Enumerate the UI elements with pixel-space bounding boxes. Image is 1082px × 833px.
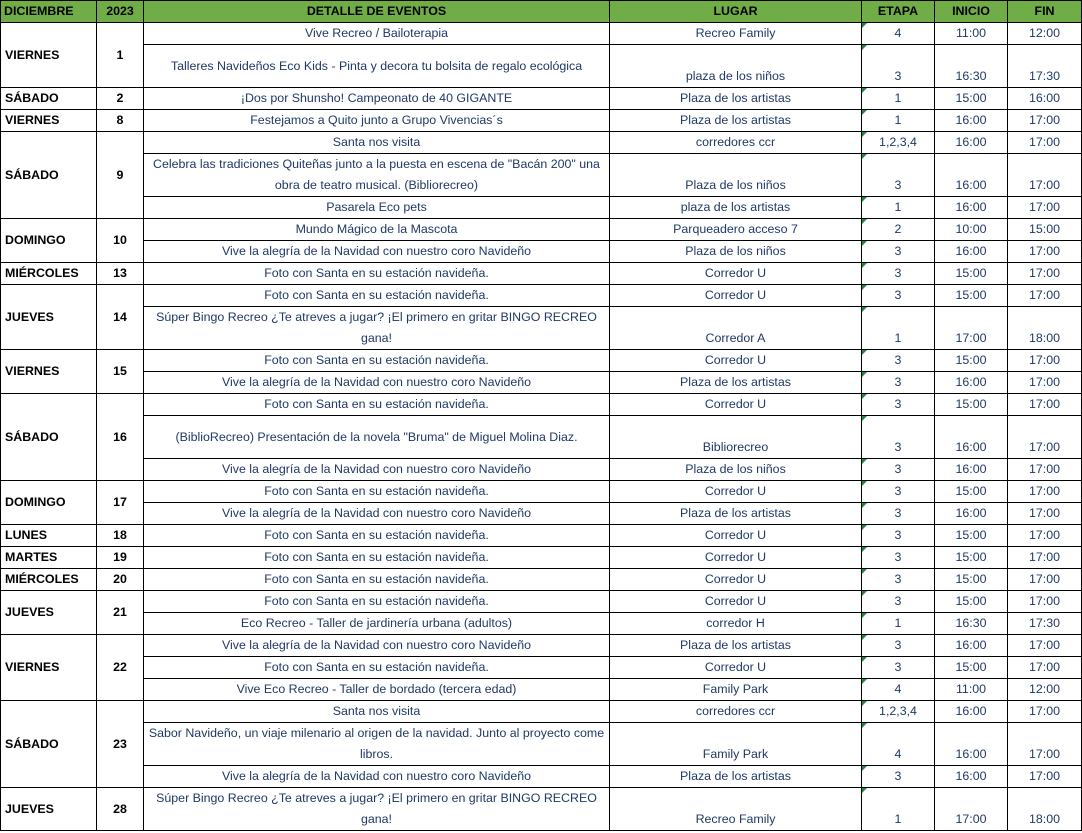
- table-row: [1, 263, 1082, 285]
- event-detail-cell: Celebra las tradiciones Quiteñas junto a la puesta en escena de "Bacán 200" una obra de teatro musical. (Bibliorecreo): [144, 154, 610, 197]
- event-start-cell: 15:00: [935, 263, 1008, 285]
- event-stage-cell: 3: [862, 372, 935, 394]
- event-place-cell: corredor H: [610, 613, 862, 635]
- day-name-cell: VIERNES: [1, 110, 97, 132]
- event-end-cell: 17:00: [1008, 723, 1082, 766]
- event-detail-cell: Eco Recreo - Taller de jardinería urbana (adultos): [144, 613, 610, 635]
- event-stage-cell: 3: [862, 45, 935, 88]
- event-end-cell: 17:00: [1008, 635, 1082, 657]
- event-place-cell: Corredor U: [610, 547, 862, 569]
- table-row: [1, 701, 1082, 723]
- event-detail-cell: Talleres Navideños Eco Kids - Pinta y decora tu bolsita de regalo ecológica: [144, 45, 610, 88]
- table-row: [1, 766, 1082, 788]
- event-end-cell: 17:00: [1008, 263, 1082, 285]
- day-number-cell: 9: [97, 132, 144, 219]
- header-start: INICIO: [935, 1, 1008, 23]
- header-details: DETALLE DE EVENTOS: [144, 1, 610, 23]
- day-number-cell: 1: [97, 23, 144, 88]
- event-stage-cell: 4: [862, 723, 935, 766]
- event-start-cell: 16:30: [935, 613, 1008, 635]
- event-stage-cell: 3: [862, 285, 935, 307]
- table-row: [1, 569, 1082, 591]
- day-number-cell: 8: [97, 110, 144, 132]
- event-stage-cell: 1,2,3,4: [862, 132, 935, 154]
- event-end-cell: 18:00: [1008, 788, 1082, 831]
- table-row: [1, 416, 1082, 459]
- day-name-cell: SÁBADO: [1, 394, 97, 481]
- event-end-cell: 17:00: [1008, 459, 1082, 481]
- day-name-cell: DOMINGO: [1, 219, 97, 263]
- event-end-cell: 17:00: [1008, 701, 1082, 723]
- event-end-cell: 17:30: [1008, 613, 1082, 635]
- event-end-cell: 17:00: [1008, 197, 1082, 219]
- table-row: [1, 547, 1082, 569]
- event-start-cell: 16:00: [935, 766, 1008, 788]
- event-place-cell: Parqueadero acceso 7: [610, 219, 862, 241]
- event-detail-cell: (BiblioRecreo) Presentación de la novela "Bruma" de Miguel Molina Diaz.: [144, 416, 610, 459]
- table-row: [1, 723, 1082, 766]
- event-stage-cell: 1: [862, 613, 935, 635]
- event-end-cell: 17:00: [1008, 285, 1082, 307]
- event-stage-cell: 1: [862, 307, 935, 350]
- event-end-cell: 17:00: [1008, 503, 1082, 525]
- event-stage-cell: 4: [862, 23, 935, 45]
- event-end-cell: 17:00: [1008, 481, 1082, 503]
- event-detail-cell: Foto con Santa en su estación navideña.: [144, 525, 610, 547]
- event-end-cell: 17:00: [1008, 372, 1082, 394]
- event-detail-cell: Sabor Navideño, un viaje milenario al origen de la navidad. Junto al proyecto come libros.: [144, 723, 610, 766]
- event-stage-cell: 3: [862, 241, 935, 263]
- event-stage-cell: 4: [862, 679, 935, 701]
- event-stage-cell: 1: [862, 788, 935, 831]
- table-row: [1, 154, 1082, 197]
- event-place-cell: Plaza de los artistas: [610, 635, 862, 657]
- event-end-cell: 17:00: [1008, 569, 1082, 591]
- event-start-cell: 15:00: [935, 657, 1008, 679]
- table-row: [1, 635, 1082, 657]
- header-stage: ETAPA: [862, 1, 935, 23]
- event-place-cell: Corredor U: [610, 481, 862, 503]
- event-end-cell: 17:00: [1008, 657, 1082, 679]
- day-name-cell: JUEVES: [1, 788, 97, 831]
- table-row: [1, 525, 1082, 547]
- event-start-cell: 11:00: [935, 679, 1008, 701]
- event-detail-cell: Vive Eco Recreo - Taller de bordado (tercera edad): [144, 679, 610, 701]
- event-place-cell: corredores ccr: [610, 132, 862, 154]
- day-name-cell: VIERNES: [1, 635, 97, 701]
- event-start-cell: 16:00: [935, 635, 1008, 657]
- event-detail-cell: Foto con Santa en su estación navideña.: [144, 481, 610, 503]
- event-place-cell: Family Park: [610, 679, 862, 701]
- event-detail-cell: Santa nos visita: [144, 132, 610, 154]
- table-row: [1, 88, 1082, 110]
- table-row: [1, 657, 1082, 679]
- day-number-cell: 17: [97, 481, 144, 525]
- table-row: [1, 285, 1082, 307]
- event-place-cell: Recreo Family: [610, 788, 862, 831]
- event-start-cell: 16:00: [935, 503, 1008, 525]
- event-start-cell: 16:00: [935, 459, 1008, 481]
- event-start-cell: 10:00: [935, 219, 1008, 241]
- day-number-cell: 23: [97, 701, 144, 788]
- event-end-cell: 17:00: [1008, 154, 1082, 197]
- table-row: [1, 197, 1082, 219]
- event-place-cell: Corredor U: [610, 525, 862, 547]
- table-row: [1, 613, 1082, 635]
- day-number-cell: 2: [97, 88, 144, 110]
- table-row: [1, 219, 1082, 241]
- event-detail-cell: Foto con Santa en su estación navideña.: [144, 657, 610, 679]
- table-row: [1, 132, 1082, 154]
- event-end-cell: 17:00: [1008, 132, 1082, 154]
- day-name-cell: DOMINGO: [1, 481, 97, 525]
- event-end-cell: 15:00: [1008, 219, 1082, 241]
- event-place-cell: Plaza de los niños: [610, 154, 862, 197]
- event-start-cell: 16:00: [935, 132, 1008, 154]
- table-row: [1, 23, 1082, 45]
- event-start-cell: 16:00: [935, 110, 1008, 132]
- event-start-cell: 16:30: [935, 45, 1008, 88]
- event-place-cell: plaza de los artistas: [610, 197, 862, 219]
- day-number-cell: 10: [97, 219, 144, 263]
- table-row: [1, 394, 1082, 416]
- event-end-cell: 17:00: [1008, 394, 1082, 416]
- event-detail-cell: Vive la alegría de la Navidad con nuestro coro Navideño: [144, 766, 610, 788]
- day-number-cell: 14: [97, 285, 144, 350]
- event-place-cell: corredores ccr: [610, 701, 862, 723]
- event-detail-cell: Foto con Santa en su estación navideña.: [144, 547, 610, 569]
- table-row: [1, 350, 1082, 372]
- event-stage-cell: 3: [862, 547, 935, 569]
- event-place-cell: Family Park: [610, 723, 862, 766]
- event-start-cell: 16:00: [935, 197, 1008, 219]
- event-place-cell: Plaza de los artistas: [610, 372, 862, 394]
- event-place-cell: Corredor U: [610, 394, 862, 416]
- table-row: [1, 788, 1082, 831]
- event-detail-cell: Vive la alegría de la Navidad con nuestro coro Navideño: [144, 503, 610, 525]
- table-row: [1, 591, 1082, 613]
- event-stage-cell: 1: [862, 110, 935, 132]
- event-place-cell: Corredor U: [610, 657, 862, 679]
- event-start-cell: 15:00: [935, 481, 1008, 503]
- event-stage-cell: 3: [862, 350, 935, 372]
- event-stage-cell: 3: [862, 481, 935, 503]
- table-row: [1, 241, 1082, 263]
- event-detail-cell: Santa nos visita: [144, 701, 610, 723]
- day-number-cell: 13: [97, 263, 144, 285]
- event-start-cell: 16:00: [935, 701, 1008, 723]
- day-number-cell: 21: [97, 591, 144, 635]
- day-name-cell: VIERNES: [1, 350, 97, 394]
- event-start-cell: 15:00: [935, 350, 1008, 372]
- event-stage-cell: 3: [862, 394, 935, 416]
- day-number-cell: 18: [97, 525, 144, 547]
- event-detail-cell: Foto con Santa en su estación navideña.: [144, 350, 610, 372]
- event-end-cell: 17:00: [1008, 766, 1082, 788]
- day-name-cell: JUEVES: [1, 591, 97, 635]
- event-start-cell: 15:00: [935, 394, 1008, 416]
- event-start-cell: 16:00: [935, 372, 1008, 394]
- event-detail-cell: Vive Recreo / Bailoterapia: [144, 23, 610, 45]
- event-place-cell: Plaza de los niños: [610, 241, 862, 263]
- event-place-cell: Corredor U: [610, 263, 862, 285]
- day-name-cell: SÁBADO: [1, 132, 97, 219]
- event-detail-cell: Pasarela Eco pets: [144, 197, 610, 219]
- event-detail-cell: Foto con Santa en su estación navideña.: [144, 263, 610, 285]
- event-start-cell: 16:00: [935, 416, 1008, 459]
- day-number-cell: 16: [97, 394, 144, 481]
- event-detail-cell: Vive la alegría de la Navidad con nuestro coro Navideño: [144, 635, 610, 657]
- event-stage-cell: 3: [862, 154, 935, 197]
- event-detail-cell: Foto con Santa en su estación navideña.: [144, 285, 610, 307]
- day-number-cell: 22: [97, 635, 144, 701]
- day-name-cell: JUEVES: [1, 285, 97, 350]
- event-end-cell: 17:00: [1008, 547, 1082, 569]
- event-start-cell: 15:00: [935, 569, 1008, 591]
- event-stage-cell: 3: [862, 569, 935, 591]
- day-name-cell: MIÉRCOLES: [1, 569, 97, 591]
- event-end-cell: 17:00: [1008, 525, 1082, 547]
- event-place-cell: Corredor A: [610, 307, 862, 350]
- event-place-cell: Plaza de los artistas: [610, 503, 862, 525]
- table-body: [1, 23, 1082, 831]
- event-stage-cell: 3: [862, 766, 935, 788]
- event-place-cell: Corredor U: [610, 591, 862, 613]
- event-end-cell: 17:00: [1008, 416, 1082, 459]
- header-place: LUGAR: [610, 1, 862, 23]
- event-end-cell: 17:00: [1008, 241, 1082, 263]
- event-place-cell: Corredor U: [610, 569, 862, 591]
- event-detail-cell: ¡Dos por Shunsho! Campeonato de 40 GIGANTE: [144, 88, 610, 110]
- day-name-cell: MIÉRCOLES: [1, 263, 97, 285]
- event-stage-cell: 3: [862, 503, 935, 525]
- header-year: 2023: [97, 1, 144, 23]
- event-detail-cell: Foto con Santa en su estación navideña.: [144, 591, 610, 613]
- event-detail-cell: Vive la alegría de la Navidad con nuestro coro Navideño: [144, 241, 610, 263]
- header-month: DICIEMBRE: [1, 1, 97, 23]
- day-number-cell: 15: [97, 350, 144, 394]
- day-name-cell: MARTES: [1, 547, 97, 569]
- event-stage-cell: 3: [862, 657, 935, 679]
- event-detail-cell: Foto con Santa en su estación navideña.: [144, 569, 610, 591]
- event-place-cell: Plaza de los artistas: [610, 766, 862, 788]
- event-stage-cell: 3: [862, 525, 935, 547]
- day-name-cell: LUNES: [1, 525, 97, 547]
- day-number-cell: 28: [97, 788, 144, 831]
- day-name-cell: SÁBADO: [1, 701, 97, 788]
- event-end-cell: 16:00: [1008, 88, 1082, 110]
- event-place-cell: Plaza de los artistas: [610, 88, 862, 110]
- event-end-cell: 18:00: [1008, 307, 1082, 350]
- event-start-cell: 16:00: [935, 723, 1008, 766]
- event-stage-cell: 3: [862, 459, 935, 481]
- event-detail-cell: Súper Bingo Recreo ¿Te atreves a jugar? ¡El primero en gritar BINGO RECREO gana!: [144, 788, 610, 831]
- event-end-cell: 17:00: [1008, 350, 1082, 372]
- table-row: [1, 110, 1082, 132]
- event-detail-cell: Foto con Santa en su estación navideña.: [144, 394, 610, 416]
- event-start-cell: 15:00: [935, 285, 1008, 307]
- day-number-cell: 19: [97, 547, 144, 569]
- event-place-cell: Plaza de los niños: [610, 459, 862, 481]
- event-stage-cell: 3: [862, 416, 935, 459]
- table-row: [1, 481, 1082, 503]
- day-name-cell: VIERNES: [1, 23, 97, 88]
- event-end-cell: 17:00: [1008, 591, 1082, 613]
- event-detail-cell: Festejamos a Quito junto a Grupo Vivencias´s: [144, 110, 610, 132]
- event-detail-cell: Súper Bingo Recreo ¿Te atreves a jugar? ¡El primero en gritar BINGO RECREO gana!: [144, 307, 610, 350]
- event-end-cell: 17:00: [1008, 110, 1082, 132]
- event-start-cell: 17:00: [935, 788, 1008, 831]
- table-row: [1, 307, 1082, 350]
- event-start-cell: 16:00: [935, 241, 1008, 263]
- event-start-cell: 15:00: [935, 547, 1008, 569]
- event-place-cell: Bibliorecreo: [610, 416, 862, 459]
- event-start-cell: 16:00: [935, 154, 1008, 197]
- event-place-cell: plaza de los niños: [610, 45, 862, 88]
- table-row: [1, 679, 1082, 701]
- event-place-cell: Corredor U: [610, 350, 862, 372]
- event-place-cell: Recreo Family: [610, 23, 862, 45]
- event-stage-cell: 1: [862, 197, 935, 219]
- event-start-cell: 11:00: [935, 23, 1008, 45]
- event-stage-cell: 3: [862, 635, 935, 657]
- event-detail-cell: Mundo Mágico de la Mascota: [144, 219, 610, 241]
- event-end-cell: 12:00: [1008, 23, 1082, 45]
- event-stage-cell: 3: [862, 263, 935, 285]
- event-stage-cell: 1,2,3,4: [862, 701, 935, 723]
- table-row: [1, 503, 1082, 525]
- event-stage-cell: 2: [862, 219, 935, 241]
- event-stage-cell: 1: [862, 88, 935, 110]
- event-detail-cell: Vive la alegría de la Navidad con nuestro coro Navideño: [144, 459, 610, 481]
- event-detail-cell: Vive la alegría de la Navidad con nuestro coro Navideño: [144, 372, 610, 394]
- event-start-cell: 15:00: [935, 525, 1008, 547]
- event-place-cell: Plaza de los artistas: [610, 110, 862, 132]
- day-number-cell: 20: [97, 569, 144, 591]
- event-end-cell: 17:30: [1008, 45, 1082, 88]
- event-end-cell: 12:00: [1008, 679, 1082, 701]
- event-stage-cell: 3: [862, 591, 935, 613]
- table-row: [1, 372, 1082, 394]
- header-row: [1, 1, 1082, 23]
- event-start-cell: 15:00: [935, 591, 1008, 613]
- table-row: [1, 459, 1082, 481]
- day-name-cell: SÁBADO: [1, 88, 97, 110]
- event-start-cell: 17:00: [935, 307, 1008, 350]
- header-end: FIN: [1008, 1, 1082, 23]
- table-row: [1, 45, 1082, 88]
- event-start-cell: 15:00: [935, 88, 1008, 110]
- event-place-cell: Corredor U: [610, 285, 862, 307]
